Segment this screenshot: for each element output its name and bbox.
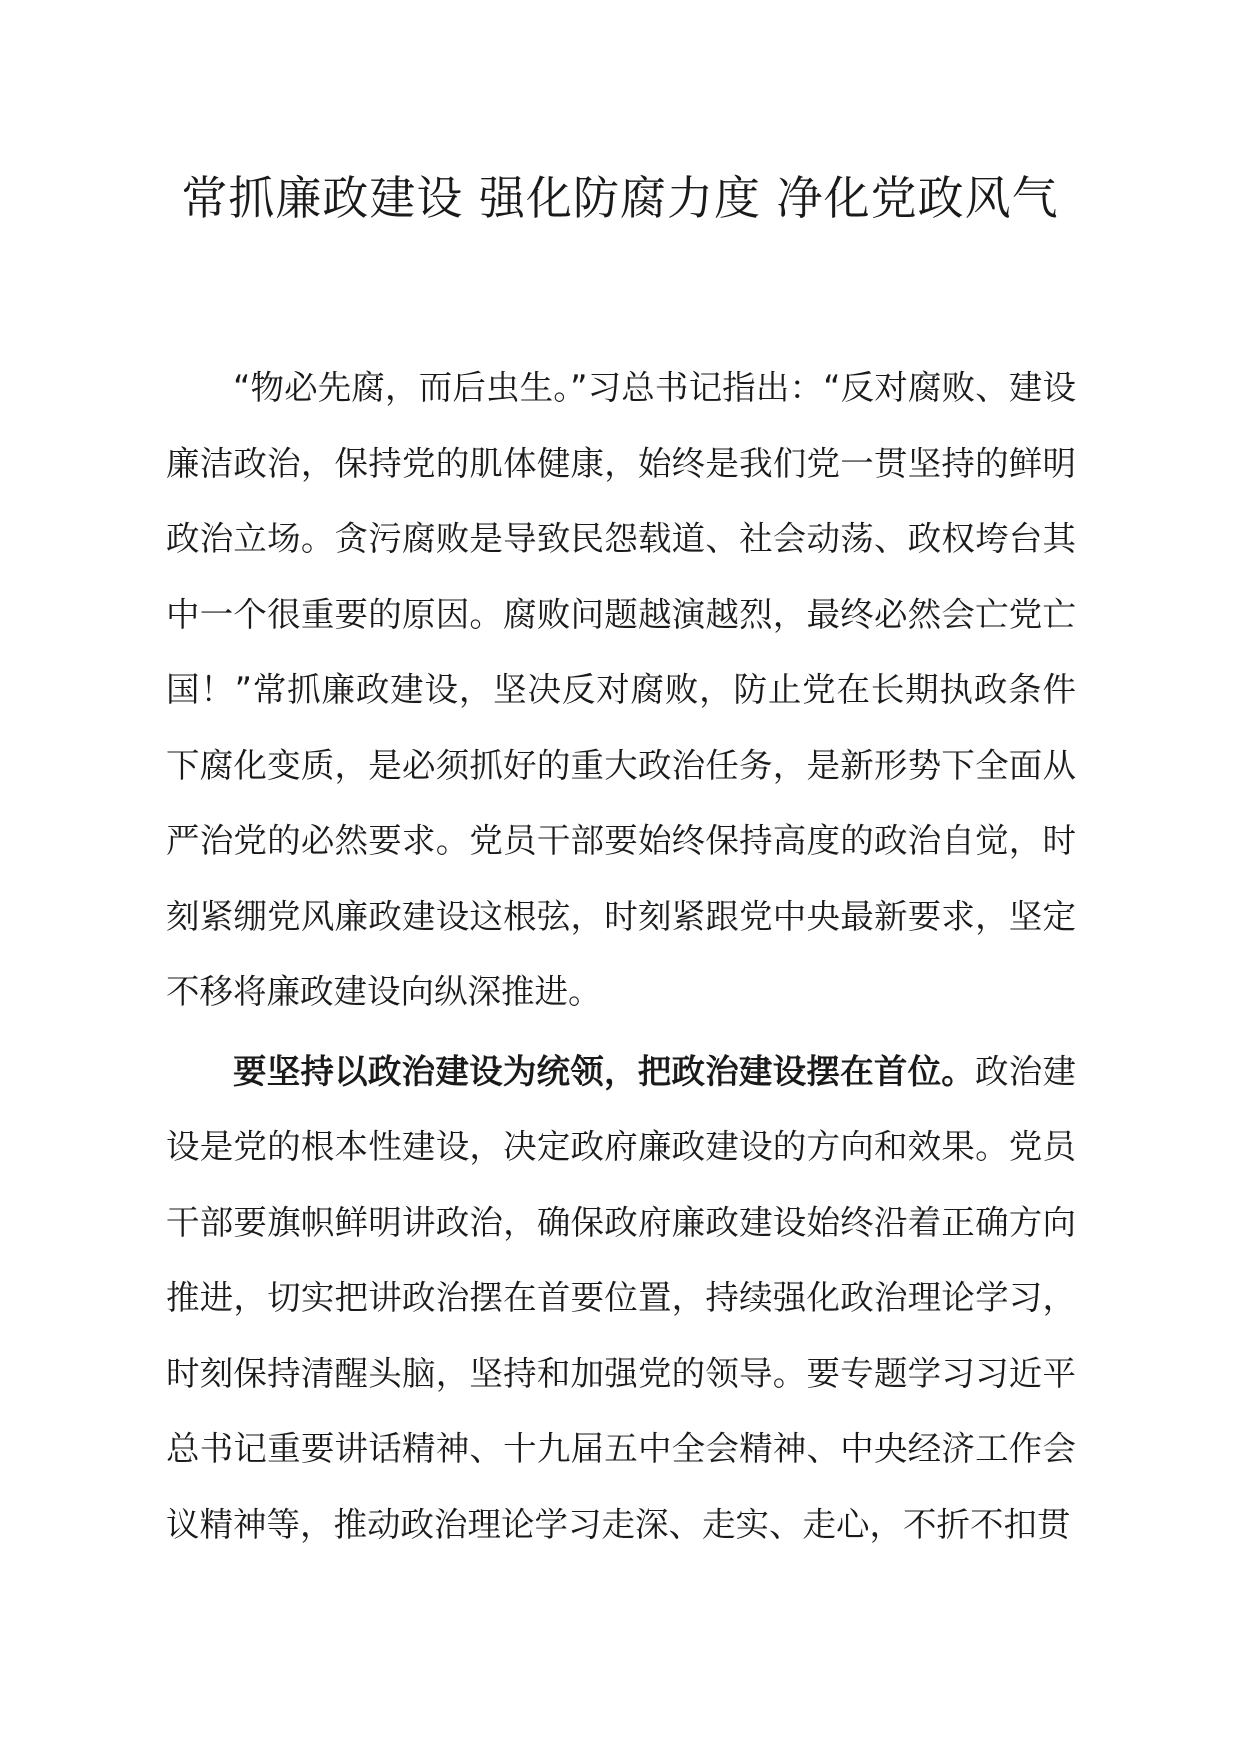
paragraph-lead: 要坚持以政治建设为统领，把政治建设摆在首位。 [233, 1051, 976, 1091]
document-title: 常抓廉政建设 强化防腐力度 净化党政风气 [181, 171, 1059, 225]
paragraph-intro [166, 350, 1076, 1030]
paragraph-text: 政治建设是党的根本性建设，决定政府廉政建设的方向和效果。党员干部要旗帜鲜明讲政治，确保政府廉政建设始终沿着正确方向推进，切实把讲政治摆在首要位置，持续强化政治理论学习，时刻保持清醒头脑，坚持和加强党的领导。要专题学习习近平总书记重要讲话精神、十九届五中全会精神、中央经济工作会议精神等，推动政治理论学习走深、走实、走心，不折不扣贯 [166, 1051, 1077, 1544]
paragraph-political-construction [166, 1034, 1076, 1563]
paragraph-text: “物必先腐，而后虫生。”习总书记指出：“反对腐败、建设廉洁政治，保持党的肌体健康，始终是我们党一贯坚持的鲜明政治立场。贪污腐败是导致民怨载道、社会动荡、政权垮台其中一个很重要的原因。腐败问题越演越烈，最终必然会亡党亡国！”常抓廉政建设，坚决反对腐败，防止党在长期执政条件下腐化变质，是必须抓好的重大政治任务，是新形势下全面从严治党的必然要求。党员干部要始终保持高度的政治自觉，时刻紧绷党风廉政建设这根弦，时刻紧跟党中央最新要求，坚定不移将廉政建设向纵深推进。 [166, 368, 1076, 1011]
document-body [166, 350, 1076, 1562]
